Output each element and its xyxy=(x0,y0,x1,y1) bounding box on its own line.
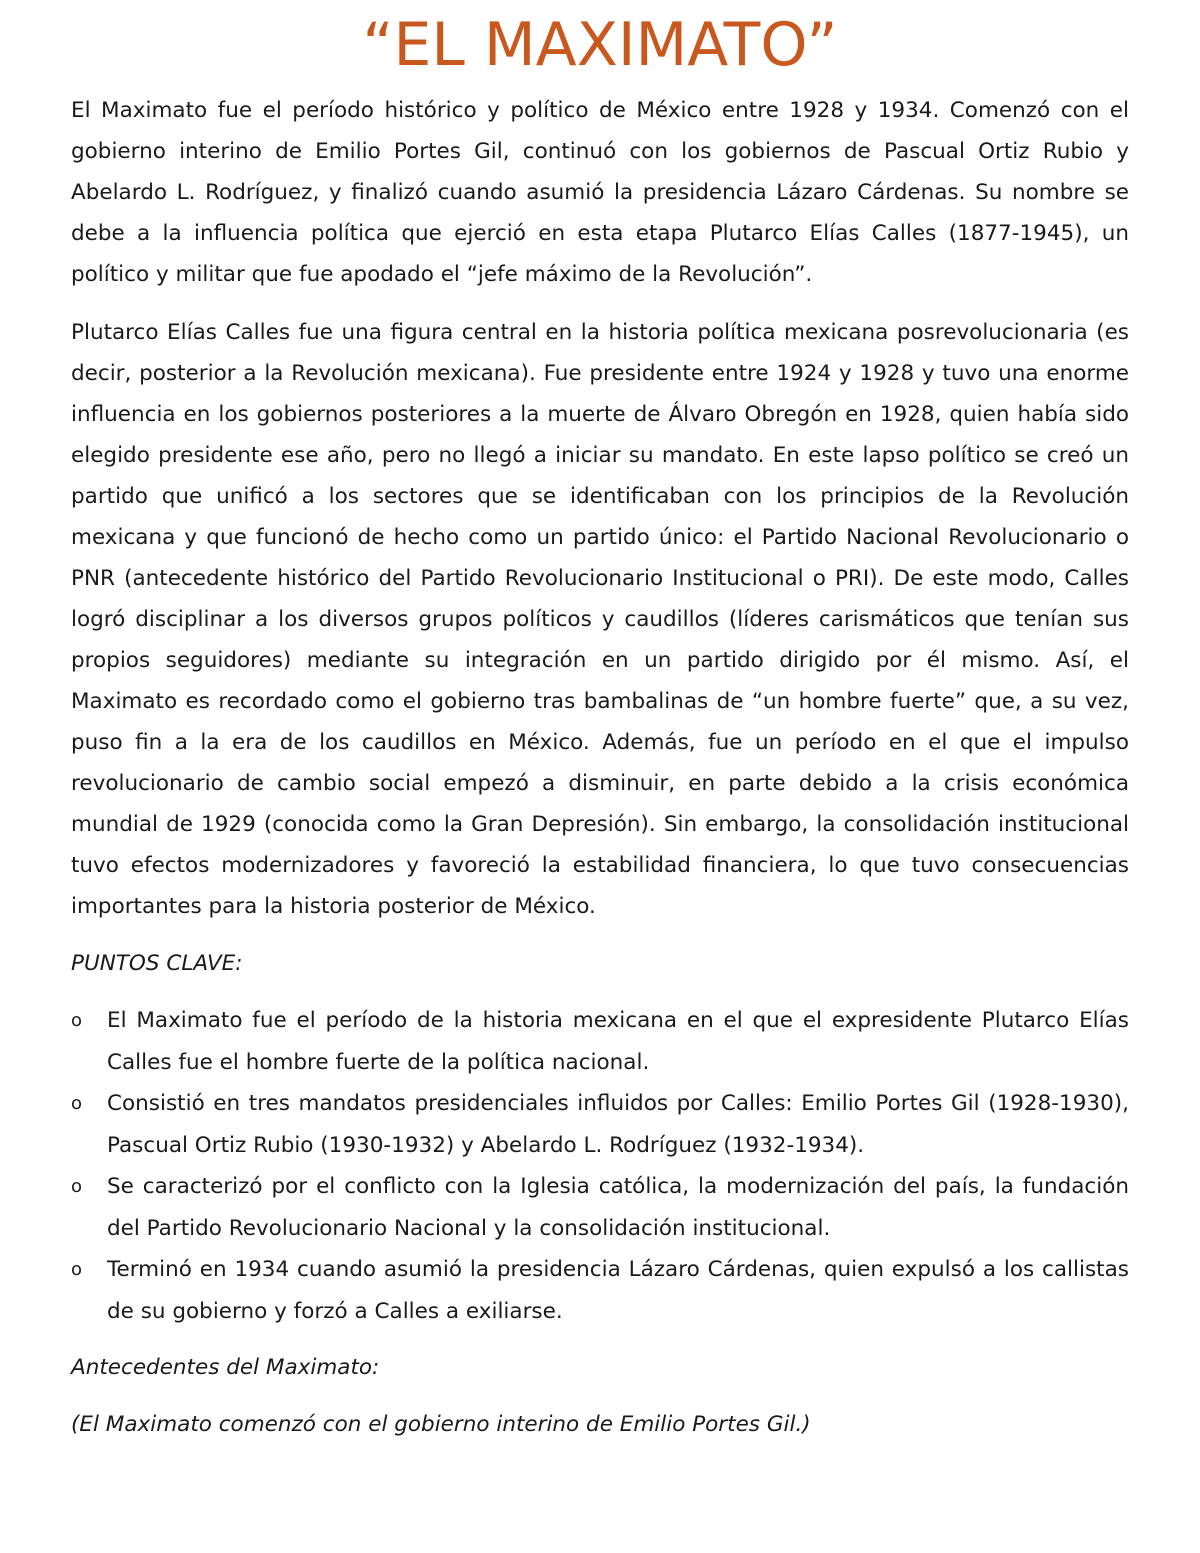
bullet-circle-icon: o xyxy=(71,1259,83,1280)
background-note: (El Maximato comenzó con el gobierno interino de Emilio Portes Gil.) xyxy=(71,1412,811,1437)
key-points-list xyxy=(71,1000,1129,1332)
list-item xyxy=(71,1166,1129,1249)
list-item xyxy=(71,1083,1129,1166)
bullet-circle-icon: o xyxy=(71,1176,83,1197)
list-item xyxy=(71,1000,1129,1083)
background-heading: Antecedentes del Maximato: xyxy=(71,1355,380,1380)
list-item-text: Terminó en 1934 cuando asumió la presidencia Lázaro Cárdenas, quien expulsó a los callistas de su gobierno y forzó a Calles a exiliarse. xyxy=(107,1257,1129,1324)
calles-paragraph: Plutarco Elías Calles fue una figura central en la historia política mexicana posrevolucionaria (es decir, posterior a la Revolución mexicana). Fue presidente entre 1924 y 1928 y tuvo una enorme influencia en los gobiernos posteriores a la muerte de Álvaro Obregón en 1928, quien había sido elegido presidente ese año, pero no llegó a iniciar su mandato. En este lapso político se creó un partido que unificó a los sectores que se identificaban con los principios de la Revolución mexicana y que funcionó de hecho como un partido único: el Partido Nacional Revolucionario o PNR (antecedente histórico del Partido Revolucionario Institucional o PRI). De este modo, Calles logró disciplinar a los diversos grupos políticos y caudillos (líderes carismáticos que tenían sus propios seguidores) mediante su integración en un partido dirigido por él mismo. Así, el Maximato es recordado como el gobierno tras bambalinas de “un hombre fuerte” que, a su vez, puso fin a la era de los caudillos en México. Además, fue un período en el que el impulso revolucionario de cambio social empezó a disminuir, en parte debido a la crisis económica mundial de 1929 (conocida como la Gran Depresión). Sin embargo, la consolidación institucional tuvo efectos modernizadores y favoreció la estabilidad financiera, lo que tuvo consecuencias importantes para la historia posterior de México. xyxy=(71,320,1129,919)
list-item xyxy=(71,1249,1129,1332)
document-title: “EL MAXIMATO” xyxy=(362,10,838,80)
intro-paragraph: El Maximato fue el período histórico y político de México entre 1928 y 1934. Comenzó con el gobierno interino de Emilio Portes Gil, continuó con los gobiernos de Pascual Ortiz Rubio y Abelardo L. Rodríguez, y finalizó cuando asumió la presidencia Lázaro Cárdenas. Su nombre se debe a la influencia política que ejerció en esta etapa Plutarco Elías Calles (1877-1945), un político y militar que fue apodado el “jefe máximo de la Revolución”. xyxy=(71,98,1129,287)
list-item-text: Se caracterizó por el conflicto con la Iglesia católica, la modernización del país, la fundación del Partido Revolucionario Nacional y la consolidación institucional. xyxy=(107,1174,1129,1241)
list-item-text: Consistió en tres mandatos presidenciales influidos por Calles: Emilio Portes Gil (1928-1930), Pascual Ortiz Rubio (1930-1932) y Abelardo L. Rodríguez (1932-1934). xyxy=(107,1091,1129,1158)
document-page xyxy=(71,0,1129,1461)
bullet-circle-icon: o xyxy=(71,1093,83,1114)
key-points-heading: PUNTOS CLAVE: xyxy=(71,951,243,976)
list-item-text: El Maximato fue el período de la historia mexicana en el que el expresidente Plutarco Elías Calles fue el hombre fuerte de la política nacional. xyxy=(107,1008,1129,1075)
bullet-circle-icon: o xyxy=(71,1010,83,1031)
